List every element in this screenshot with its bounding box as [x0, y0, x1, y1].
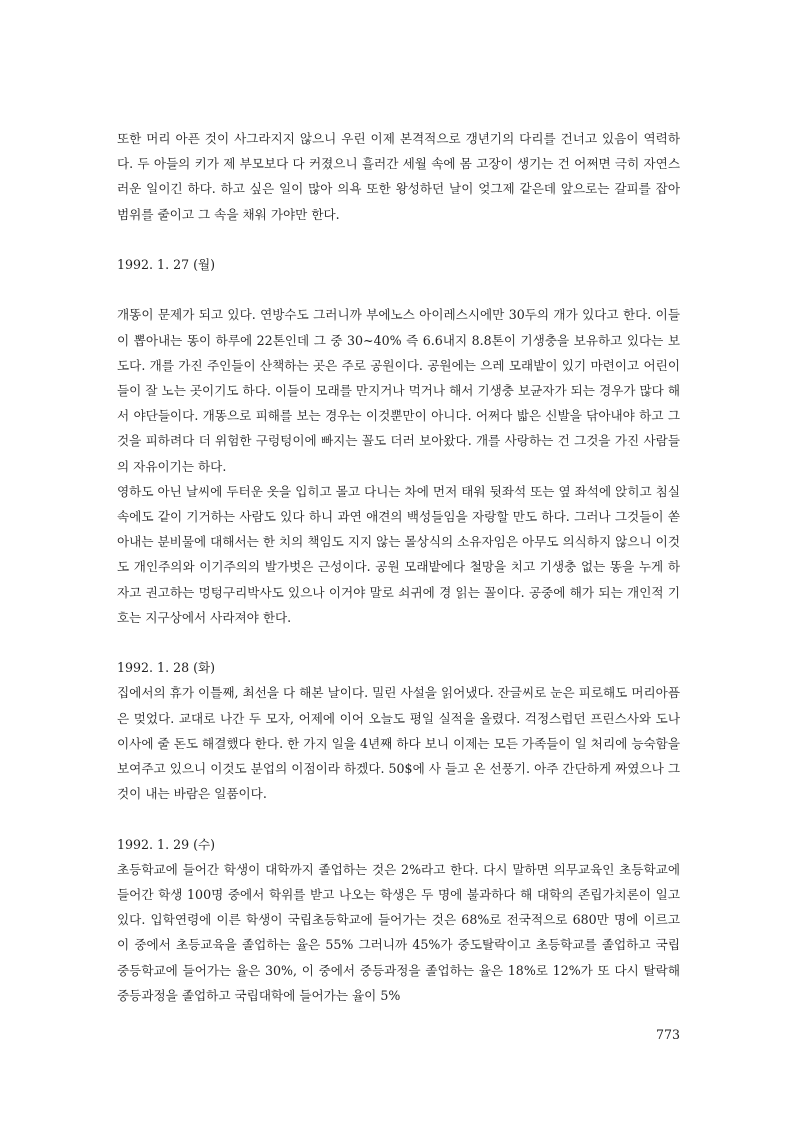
page-body: [117, 126, 680, 1008]
entry-0128-paragraph-1: 집에서의 휴가 이틀째, 최선을 다 해본 날이다. 밀린 사설을 읽어냈다. 잔글씨로 눈은 피로해도 머리아픔은 멎었다. 교대로 나간 두 모자, 어제에 이어 오늘도 평일 실적을 올렸다. 걱정스럽던 프린스사와 도나이사에 줄 돈도 해결했다 한다. 한 가지 일을 4년째 하다 보니 이제는 모든 가족들이 일 처리에 능숙함을 보여주고 있으니 이것도 분업의 이점이라 하겠다. 50$에 사 들고 온 선풍기. 아주 간단하게 짜였으나 그것이 내는 바람은 일품이다.: [117, 685, 680, 802]
intro-paragraph: 또한 머리 아픈 것이 사그라지지 않으니 우린 이제 본격적으로 갱년기의 다리를 건너고 있음이 역력하다. 두 아들의 키가 제 부모보다 다 커졌으니 흘러간 세월 속에 몸 고장이 생기는 건 어쩌면 극히 자연스러운 일이긴 하다. 하고 싶은 일이 많아 의욕 또한 왕성하던 날이 엊그제 같은데 앞으로는 갈피를 잡아 범위를 줄이고 그 속을 채워 가야만 한다.: [117, 131, 680, 222]
entry-date-0127: 1992. 1. 27 (월): [117, 257, 216, 272]
entry-0129-paragraph-1: 초등학교에 들어간 학생이 대학까지 졸업하는 것은 2%라고 한다. 다시 말하면 의무교육인 초등학교에 들어간 학생 100명 중에서 학위를 받고 나오는 학생은 두 명에 불과하다 해 대학의 존립가치론이 일고 있다. 입학연령에 이른 학생이 국립초등학교에 들어가는 것은 68%로 전국적으로 680만 명에 이르고 이 중에서 초등교육을 졸업하는 율은 55% 그러니까 45%가 중도탈락이고 초등학교를 졸업하고 국립 중등학교에 들어가는 율은 30%, 이 중에서 중등과정을 졸업하는 율은 18%로 12%가 또 다시 탈락해 중등과정을 졸업하고 국립대학에 들어가는 율이 5%: [117, 861, 680, 1003]
entry-date-0129: 1992. 1. 29 (수): [117, 836, 216, 852]
entry-date-0128: 1992. 1. 28 (화): [117, 660, 216, 676]
entry-0127-paragraph-2: 영하도 아닌 날씨에 두터운 옷을 입히고 몰고 다니는 차에 먼저 태워 뒷좌석 또는 옆 좌석에 앉히고 침실 속에도 같이 기거하는 사람도 있다 하니 과연 애견의 백성들임을 자랑할 만도 하다. 그러나 그것들이 쏟아내는 분비물에 대해서는 한 치의 책임도 지지 않는 몰상식의 소유자임은 아무도 의식하지 않으니 이것도 개인주의와 이기주의의 발가벗은 근성이다. 공원 모래밭에다 철망을 치고 기생충 없는 똥을 누게 하자고 권고하는 멍텅구리박사도 있으나 이거야 말로 쇠귀에 경 읽는 꼴이다. 공중에 해가 되는 개인적 기호는 지구상에서 사라져야 한다.: [117, 483, 680, 625]
entry-0127-paragraph-1: 개똥이 문제가 되고 있다. 연방수도 그러니까 부에노스 아이레스시에만 30두의 개가 있다고 한다. 이들이 뽑아내는 똥이 하루에 22톤인데 그 중 30~40% 즉 6.6내지 8.8톤이 기생충을 보유하고 있다는 보도다. 개를 가진 주인들이 산책하는 곳은 주로 공원이다. 공원에는 으레 모래밭이 있기 마련이고 어린이들이 잘 노는 곳이기도 하다. 이들이 모래를 만지거나 먹거나 해서 기생충 보균자가 되는 경우가 많다 해서 야단들이다. 개똥으로 피해를 보는 경우는 이것뿐만이 아니다. 어쩌다 밟은 신발을 닦아내야 하고 그것을 피하려다 더 위험한 구렁텅이에 빠지는 꼴도 더러 보아왔다. 개를 사랑하는 건 그것을 가진 사람들의 자유이기는 하다.: [117, 307, 680, 474]
page-number: 773: [655, 1027, 680, 1042]
